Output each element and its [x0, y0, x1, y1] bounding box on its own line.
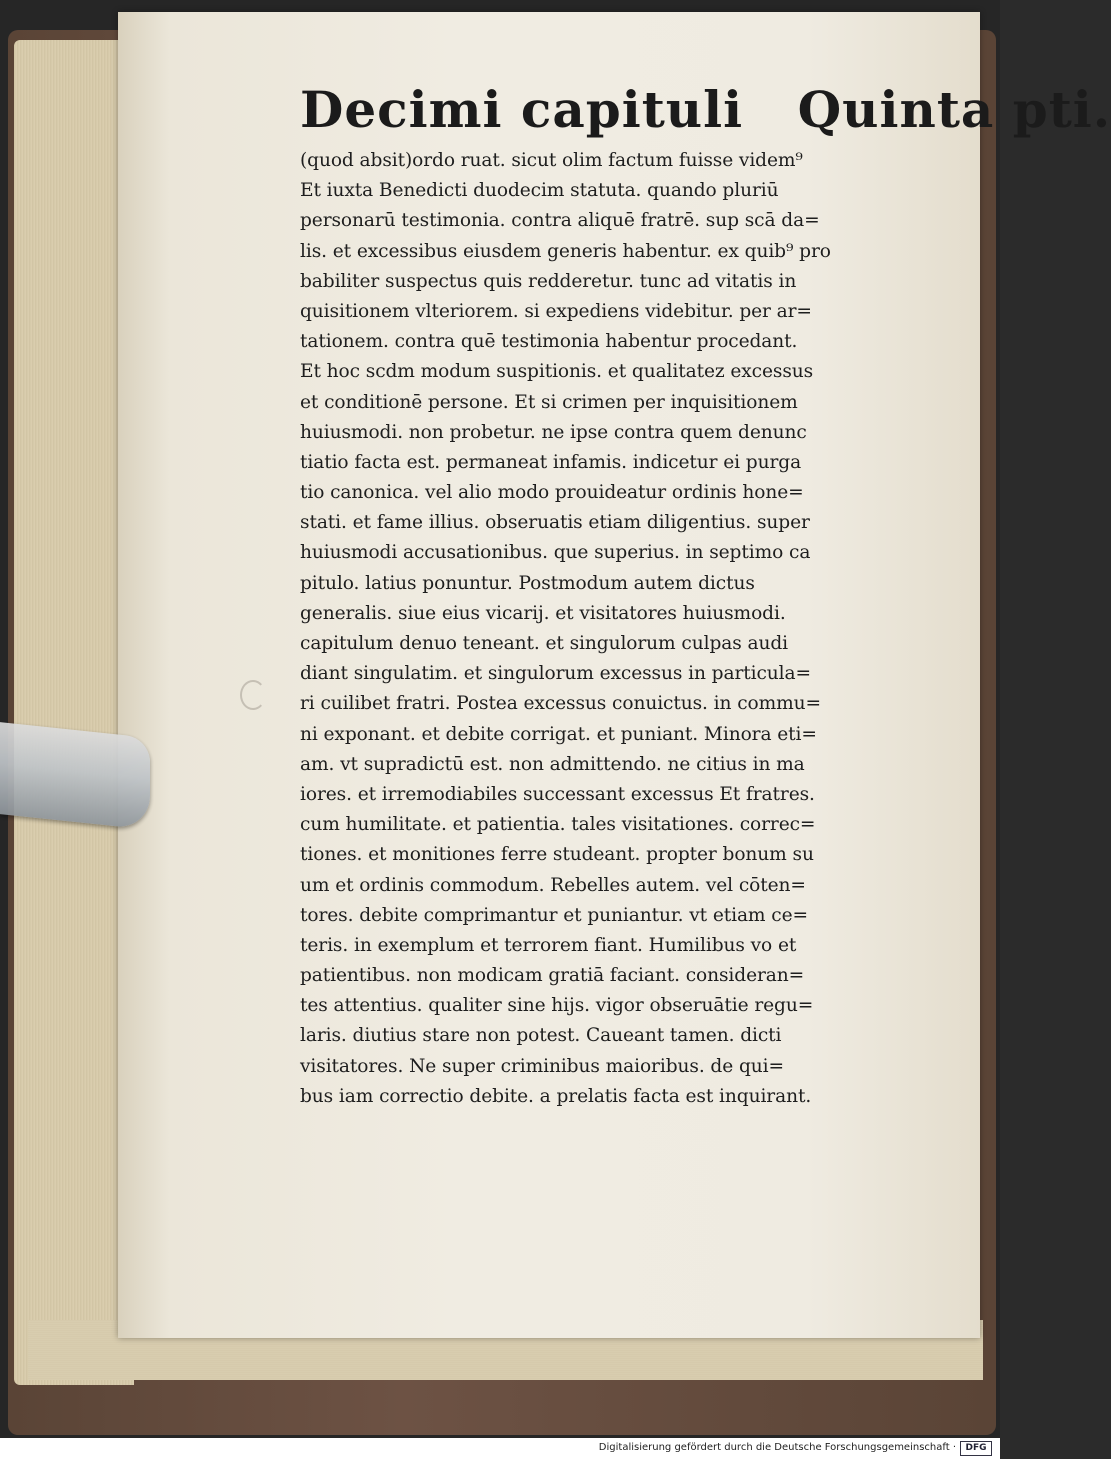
text-line: tes attentius. qualiter sine hijs. vigor obseruātie regu= [300, 995, 814, 1017]
text-line: am. vt supradictū est. non admittendo. ne citius in ma [300, 753, 805, 775]
text-line: pitulo. latius ponuntur. Postmodum autem dictus [300, 572, 755, 594]
text-line: patientibus. non modicam gratiā faciant. consideran= [300, 965, 805, 987]
text-line: Et hoc scdm modum suspitionis. et qualitatez excessus [300, 361, 814, 383]
text-line: cum humilitate. et patientia. tales visitationes. correc= [300, 814, 816, 836]
text-line: tationem. contra quē testimonia habentur procedant. [300, 331, 798, 353]
text-line: visitatores. Ne super criminibus maioribus. de qui= [300, 1055, 784, 1077]
text-line: capitulum denuo teneant. et singulorum culpas audi [300, 633, 788, 654]
text-line: (quod absit)ordo ruat. sicut olim factum fuisse videm⁹ [300, 150, 803, 171]
text-line: quisitionem vlteriorem. si expediens videbitur. per ar= [300, 300, 812, 322]
text-line: tores. debite comprimantur et puniantur. vt etiam ce= [300, 904, 808, 926]
text-line: babiliter suspectus quis redderetur. tunc ad vitatis in [300, 270, 797, 292]
text-line: um et ordinis commodum. Rebelles autem. vel cōten= [300, 874, 806, 896]
bookmark-strip [0, 722, 150, 830]
text-line: tiones. et monitiones ferre studeant. propter bonum su [300, 844, 814, 866]
text-line: teris. in exemplum et terrorem fiant. Humilibus vo et [300, 934, 797, 956]
running-title [300, 78, 1111, 142]
page-edges-left [14, 40, 134, 1385]
body-text [300, 146, 905, 1112]
text-line: lis. et excessibus eiusdem generis habentur. ex quib⁹ pro [300, 240, 831, 262]
running-title-part: Quinta pti. [797, 80, 1111, 139]
text-line: diant singulatim. et singulorum excessus in particula= [300, 663, 811, 685]
text-line: ri cuilibet fratri. Postea excessus conuictus. in commu= [300, 693, 822, 715]
dfg-logo: DFG [960, 1441, 992, 1456]
text-line: bus iam correctio debite. a prelatis facta est inquirant. [300, 1085, 812, 1107]
text-line: ni exponant. et debite corrigat. et puniant. Minora eti= [300, 723, 817, 745]
text-line: et conditionē persone. Et si crimen per inquisitionem [300, 391, 798, 413]
text-line: tiatio facta est. permaneat infamis. indicetur ei purga [300, 451, 802, 473]
text-line: generalis. siue eius vicarij. et visitatores huiusmodi. [300, 602, 786, 624]
running-title-chapter: Decimi capituli [300, 80, 744, 139]
funding-credit: Digitalisierung gefördert durch die Deutsche Forschungsgemeinschaft · [598, 1442, 956, 1453]
text-line: personarū testimonia. contra aliquē fratrē. sup scā da= [300, 210, 820, 232]
text-line: huiusmodi. non probetur. ne ipse contra quem denunc [300, 421, 807, 443]
text-line: Et iuxta Benedicti duodecim statuta. quando pluriū [300, 180, 779, 202]
text-line: stati. et fame illius. obseruatis etiam diligentius. super [300, 512, 810, 534]
text-line: huiusmodi accusationibus. que superius. in septimo ca [300, 542, 811, 564]
text-line: iores. et irremodiabiles successant excessus Et fratres. [300, 783, 815, 805]
text-line: tio canonica. vel alio modo prouideatur ordinis hone= [300, 482, 804, 504]
page-mark [240, 680, 266, 710]
text-line: laris. diutius stare non potest. Caueant tamen. dicti [300, 1025, 782, 1047]
